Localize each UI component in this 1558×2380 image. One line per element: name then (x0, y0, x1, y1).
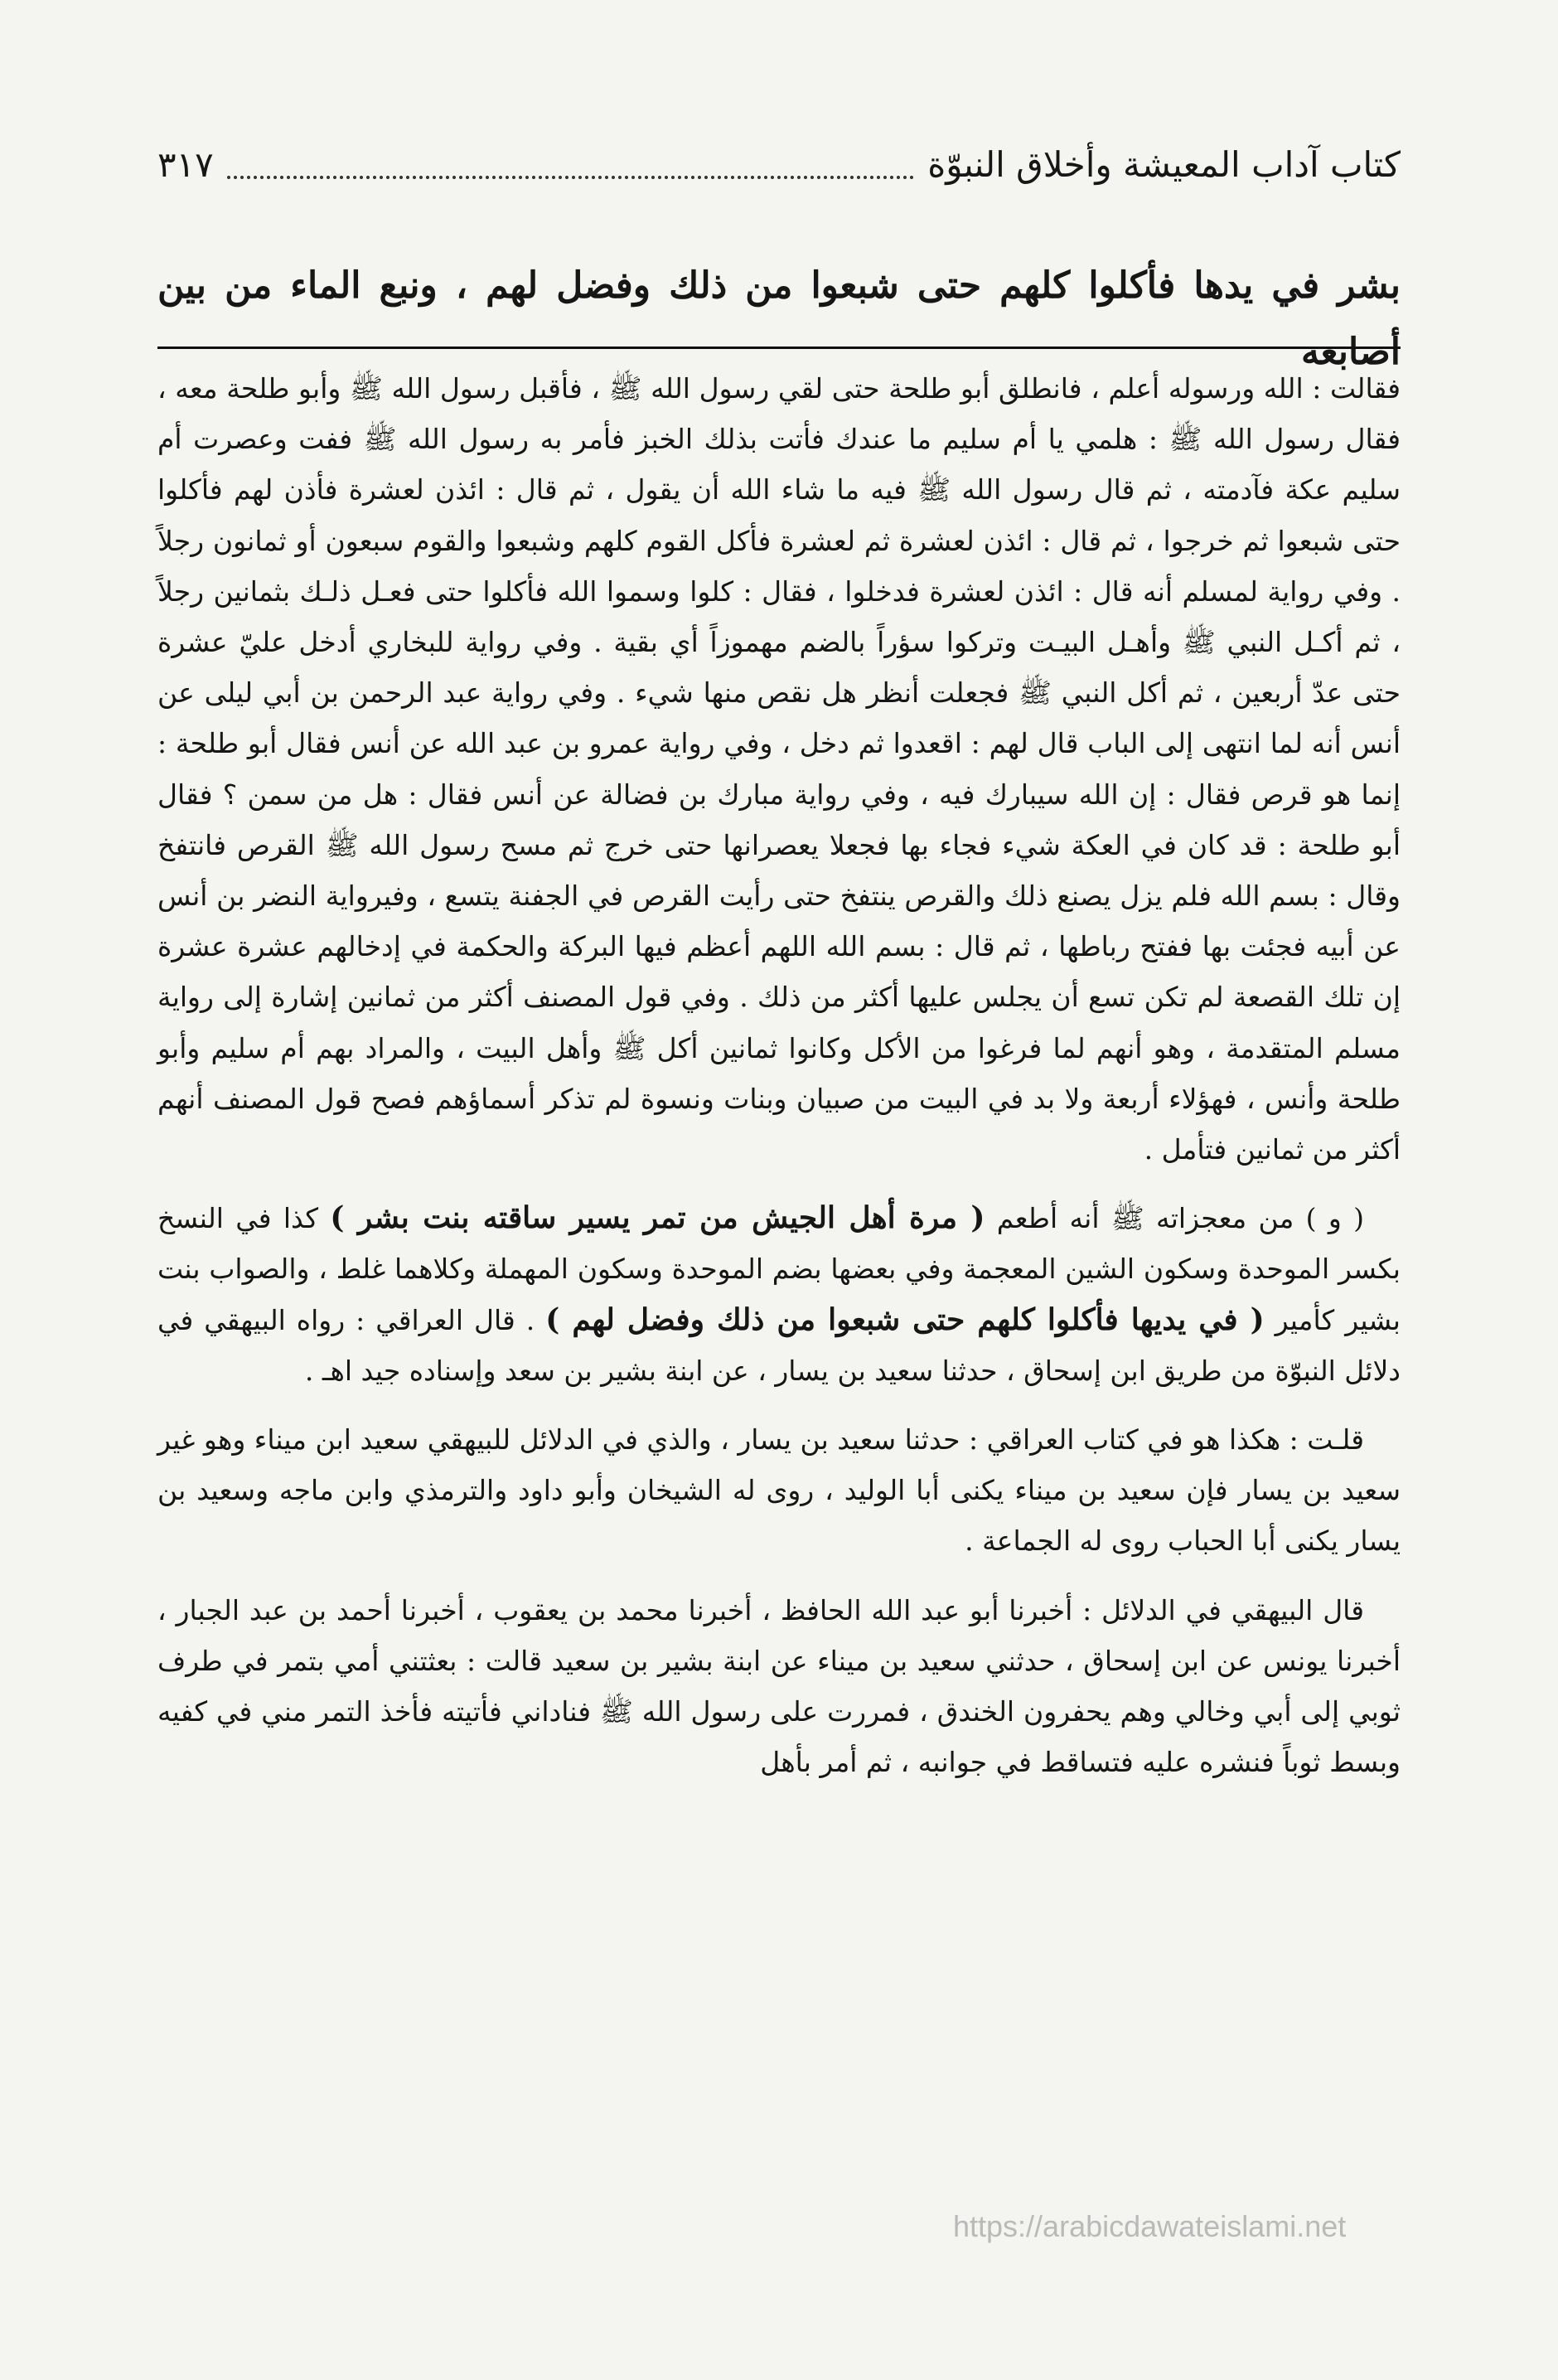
commentary-paragraph: فقالت : الله ورسوله أعلم ، فانطلق أبو طلحة حتى لقي رسول الله ﷺ ، فأقبل رسول الله ﷺ وأبو طلحة معه ، فقال رسول الله ﷺ : هلمي يا أم سليم ما عندك فأتت بذلك الخبز فأمر به رسول الله ﷺ ففت وعصرت أم سليم عكة فآدمته ، ثم قال رسول الله ﷺ فيه ما شاء الله أن يقول ، ثم قال : ائذن لعشرة فأذن لهم فأكلوا حتى شبعوا ثم خرجوا ، ثم قال : ائذن لعشرة ثم لعشرة فأكل القوم كلهم وشبعوا والقوم سبعون أو ثمانون رجلاً . وفي رواية لمسلم أنه قال : ائذن لعشرة فدخلوا ، فقال : كلوا وسموا الله فأكلوا حتى فعـل ذلـك بثمانين رجلاً ، ثم أكـل النبي ﷺ وأهـل البيـت وتركوا سؤراً بالضم مهموزاً أي بقية . وفي رواية للبخاري أدخل عليّ عشرة حتى عدّ أربعين ، ثم أكل النبي ﷺ فجعلت أنظر هل نقص منها شيء . وفي رواية عبد الرحمن بن أبي ليلى عن أنس أنه لما انتهى إلى الباب قال لهم : اقعدوا ثم دخل ، وفي رواية عمرو بن عبد الله عن أنس فقال أبو طلحة : إنما هو قرص فقال : إن الله سيبارك فيه ، وفي رواية مبارك بن فضالة عن أنس فقال : هل من سمن ؟ فقال أبو طلحة : قد كان في العكة شيء فجاء بها فجعلا يعصرانها حتى خرج ثم مسح رسول الله ﷺ القرص فانتفخ وقال : بسم الله فلم يزل يصنع ذلك والقرص ينتفخ حتى رأيت القرص في الجفنة يتسع ، وفيرواية النضر بن أنس عن أبيه فجئت بها ففتح رباطها ، ثم قال : بسم الله اللهم أعظم فيها البركة والحكمة في إدخالهم عشرة عشرة إن تلك القصعة لم تكن تسع أن يجلس عليها أكثر من ذلك . وفي قول المصنف أكثر من ثمانين إشارة إلى رواية مسلم المتقدمة ، وهو أنهم لما فرغوا من الأكل وكانوا ثمانين أكل ﷺ وأهل البيت ، والمراد بهم أم سليم وأبو طلحة وأنس ، فهؤلاء أربعة ولا بد في البيت من صبيان وبنات ونسوة لم تذكر أسماؤهم فصح قول المصنف أنهم أكثر من ثمانين فتأمل . (157, 372, 1401, 1166)
page-number: ٣١٧ (157, 143, 214, 185)
separator-rule (157, 347, 1401, 349)
commentary-paragraph: قال البيهقي في الدلائل : أخبرنا أبو عبد الله الحافظ ، أخبرنا محمد بن يعقوب ، أخبرنا أحمد بن عبد الجبار ، أخبرنا يونس عن ابن إسحاق ، حدثني سعيد بن ميناء عن ابنة بشير بن سعيد قالت : بعثتني أمي بتمر في طرف ثوبي إلى أبي وخالي وهم يحفرون الخندق ، فمررت على رسول الله ﷺ فناداني فأتيته فأخذ التمر مني في كفيه وبسط ثوباً فنشره عليه فتساقط في جوانبه ، ثم أمر بأهل (157, 1593, 1401, 1779)
commentary-body (157, 363, 1401, 1787)
matn-quote: ( في يديها فأكلوا كلهم حتى شبعوا من ذلك وفضل لهم ) (545, 1301, 1265, 1337)
watermark-url: https://arabicdawateislami.net (953, 2209, 1347, 2243)
paragraph-text-run: كذا في النسخ بكسر الموحدة وسكون الشين المعجمة وفي بعضها بضم الموحدة وسكون المهملة وكلاهما غلط ، والصواب بنت بشير كأمير (157, 1202, 1401, 1336)
matn-quote: ( مرة أهل الجيش من تمر يسير ساقته بنت بشر ) (330, 1200, 985, 1236)
paragraph-text-run: ( و ) من معجزاته ﷺ أنه أطعم (985, 1202, 1365, 1235)
paragraph-text-run: . قال العراقي : رواه البيهقي في دلائل النبوّة من طريق ابن إسحاق ، حدثنا سعيد بن يسار ، عن ابنة بشير بن سعد وإسناده جيد اهـ . (157, 1303, 1401, 1387)
commentary-paragraph (157, 1193, 1401, 1396)
header-dot-leader (227, 176, 915, 179)
header-title: كتاب آداب المعيشة وأخلاق النبوّة (927, 143, 1401, 185)
commentary-paragraph: قلـت : هكذا هو في كتاب العراقي : حدثنا سعيد بن يسار ، والذي في الدلائل للبيهقي سعيد ابن ميناء وهو غير سعيد بن يسار فإن سعيد بن ميناء يكنى أبا الوليد ، روى له الشيخان وأبو داود والترمذي وابن ماجه وسعيد بن يسار يكنى أبا الحباب روى له الجماعة . (157, 1423, 1401, 1558)
running-header (157, 131, 1401, 197)
matn-text-line: بشر في يدها فأكلوا كلهم حتى شبعوا من ذلك وفضل لهم ، ونبع الماء من بين أصابعه (157, 264, 1401, 373)
